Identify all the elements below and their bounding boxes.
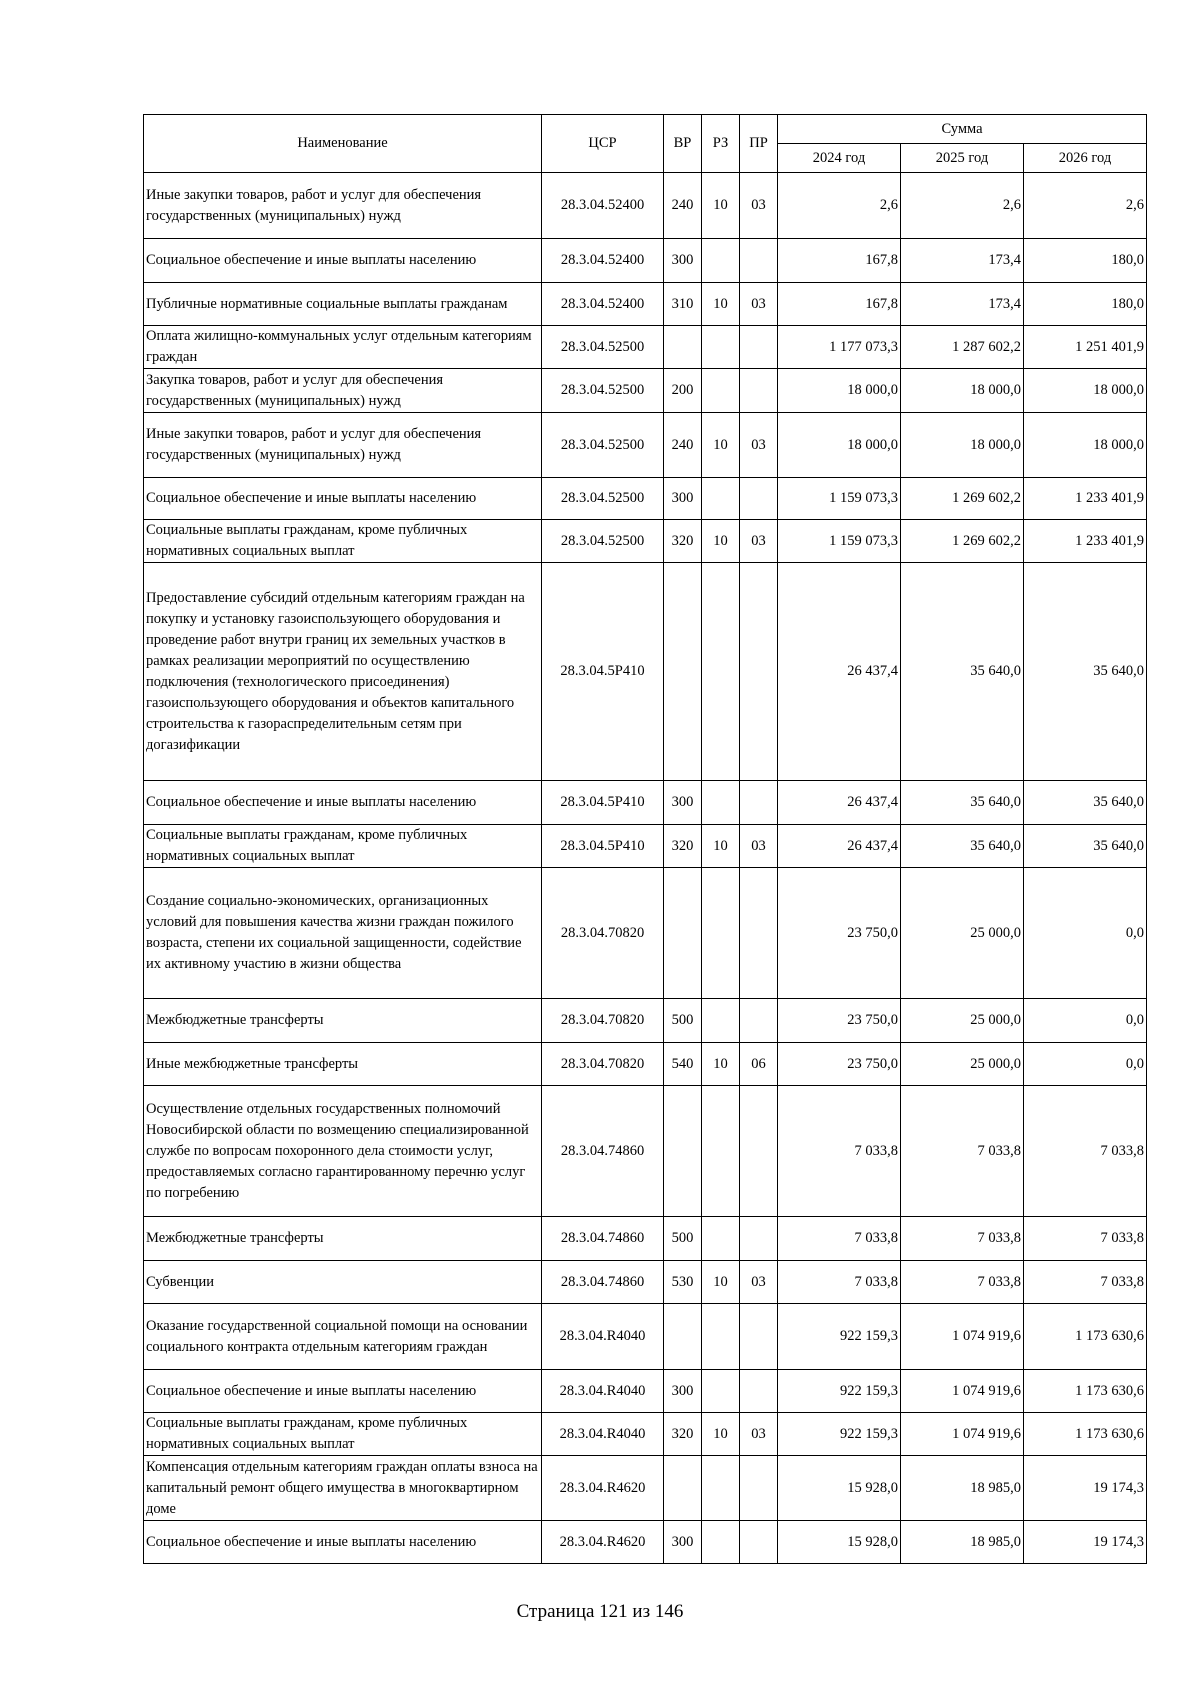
page-number: Страница 121 из 146 (516, 1601, 684, 1622)
row-csr: 28.3.04.52500 (542, 520, 664, 563)
row-name: Иные закупки товаров, работ и услуг для обеспечения государственных (муниципальных) нужд (144, 413, 542, 478)
row-rz (702, 478, 740, 520)
row-name: Социальное обеспечение и иные выплаты населению (144, 239, 542, 283)
row-vr: 300 (664, 239, 702, 283)
row-rz (702, 239, 740, 283)
row-name: Социальные выплаты гражданам, кроме публичных нормативных социальных выплат (144, 825, 542, 868)
row-sum-2026: 7 033,8 (1024, 1217, 1147, 1261)
header-pr: ПР (740, 115, 778, 173)
row-sum-2024: 922 159,3 (778, 1370, 901, 1413)
row-pr (740, 868, 778, 999)
table-row (144, 239, 1147, 283)
header-name: Наименование (144, 115, 542, 173)
table-row (144, 563, 1147, 781)
row-sum-2024: 15 928,0 (778, 1456, 901, 1521)
row-vr: 300 (664, 781, 702, 825)
table-row (144, 1370, 1147, 1413)
row-csr: 28.3.04.52500 (542, 326, 664, 369)
row-sum-2025: 1 269 602,2 (901, 520, 1024, 563)
row-name: Иные межбюджетные трансферты (144, 1043, 542, 1086)
row-sum-2026: 0,0 (1024, 868, 1147, 999)
row-vr: 240 (664, 413, 702, 478)
row-pr (740, 1456, 778, 1521)
row-sum-2026: 2,6 (1024, 173, 1147, 239)
table-row (144, 868, 1147, 999)
row-rz: 10 (702, 413, 740, 478)
row-pr (740, 999, 778, 1043)
row-pr (740, 239, 778, 283)
row-name: Иные закупки товаров, работ и услуг для обеспечения государственных (муниципальных) нужд (144, 173, 542, 239)
row-name: Социальное обеспечение и иные выплаты населению (144, 478, 542, 520)
table-row (144, 478, 1147, 520)
header-year-2026: 2026 год (1024, 144, 1147, 173)
row-name: Оказание государственной социальной помощи на основании социального контракта отдельным категориям граждан (144, 1304, 542, 1370)
row-pr: 03 (740, 1261, 778, 1304)
table-row (144, 1043, 1147, 1086)
row-vr (664, 868, 702, 999)
table-row (144, 1086, 1147, 1217)
row-rz (702, 326, 740, 369)
row-sum-2024: 23 750,0 (778, 868, 901, 999)
row-rz (702, 999, 740, 1043)
row-sum-2026: 1 251 401,9 (1024, 326, 1147, 369)
row-name: Социальные выплаты гражданам, кроме публичных нормативных социальных выплат (144, 1413, 542, 1456)
row-pr (740, 478, 778, 520)
row-pr: 03 (740, 1413, 778, 1456)
row-name: Субвенции (144, 1261, 542, 1304)
row-name: Создание социально-экономических, организационных условий для повышения качества жизни граждан пожилого возраста, степени их социальной защищенности, содействие их активному участию в жизни общества (144, 868, 542, 999)
row-pr (740, 781, 778, 825)
table-row (144, 283, 1147, 326)
row-rz (702, 1521, 740, 1564)
row-name: Социальное обеспечение и иные выплаты населению (144, 781, 542, 825)
row-sum-2024: 167,8 (778, 239, 901, 283)
row-sum-2024: 7 033,8 (778, 1217, 901, 1261)
row-csr: 28.3.04.74860 (542, 1261, 664, 1304)
row-sum-2024: 26 437,4 (778, 781, 901, 825)
row-rz (702, 1217, 740, 1261)
row-sum-2024: 18 000,0 (778, 369, 901, 413)
row-sum-2024: 1 177 073,3 (778, 326, 901, 369)
row-sum-2026: 7 033,8 (1024, 1086, 1147, 1217)
row-rz: 10 (702, 1261, 740, 1304)
row-vr: 300 (664, 1370, 702, 1413)
row-sum-2026: 19 174,3 (1024, 1521, 1147, 1564)
table-row (144, 1413, 1147, 1456)
row-sum-2026: 35 640,0 (1024, 825, 1147, 868)
table-row (144, 1456, 1147, 1521)
row-csr: 28.3.04.52400 (542, 283, 664, 326)
row-rz (702, 1370, 740, 1413)
row-csr: 28.3.04.74860 (542, 1086, 664, 1217)
row-sum-2025: 173,4 (901, 239, 1024, 283)
row-csr: 28.3.04.70820 (542, 999, 664, 1043)
row-sum-2026: 7 033,8 (1024, 1261, 1147, 1304)
row-vr: 310 (664, 283, 702, 326)
row-pr (740, 1521, 778, 1564)
row-csr: 28.3.04.70820 (542, 868, 664, 999)
table-header (144, 115, 1147, 173)
row-pr (740, 369, 778, 413)
row-vr (664, 1304, 702, 1370)
row-vr: 320 (664, 825, 702, 868)
row-sum-2026: 0,0 (1024, 999, 1147, 1043)
table-row (144, 999, 1147, 1043)
row-sum-2025: 25 000,0 (901, 999, 1024, 1043)
row-csr: 28.3.04.R4040 (542, 1304, 664, 1370)
header-rz: РЗ (702, 115, 740, 173)
row-rz: 10 (702, 283, 740, 326)
row-vr (664, 1086, 702, 1217)
table-row (144, 173, 1147, 239)
header-vr: ВР (664, 115, 702, 173)
row-vr: 200 (664, 369, 702, 413)
row-pr (740, 326, 778, 369)
row-sum-2026: 18 000,0 (1024, 413, 1147, 478)
row-sum-2025: 1 074 919,6 (901, 1370, 1024, 1413)
row-rz: 10 (702, 173, 740, 239)
row-vr: 500 (664, 999, 702, 1043)
row-pr (740, 1217, 778, 1261)
row-sum-2026: 1 173 630,6 (1024, 1413, 1147, 1456)
row-name: Социальные выплаты гражданам, кроме публичных нормативных социальных выплат (144, 520, 542, 563)
table-row (144, 1304, 1147, 1370)
row-pr (740, 563, 778, 781)
row-csr: 28.3.04.74860 (542, 1217, 664, 1261)
row-sum-2024: 23 750,0 (778, 999, 901, 1043)
row-sum-2025: 7 033,8 (901, 1217, 1024, 1261)
row-name: Межбюджетные трансферты (144, 999, 542, 1043)
row-sum-2025: 35 640,0 (901, 563, 1024, 781)
row-sum-2026: 1 173 630,6 (1024, 1304, 1147, 1370)
row-sum-2026: 19 174,3 (1024, 1456, 1147, 1521)
budget-table (143, 114, 1147, 1564)
table-row (144, 1217, 1147, 1261)
row-sum-2024: 922 159,3 (778, 1413, 901, 1456)
row-sum-2025: 7 033,8 (901, 1086, 1024, 1217)
table-body (144, 173, 1147, 1564)
row-csr: 28.3.04.52500 (542, 413, 664, 478)
table-row (144, 1521, 1147, 1564)
row-sum-2025: 18 000,0 (901, 369, 1024, 413)
row-sum-2025: 173,4 (901, 283, 1024, 326)
row-sum-2026: 1 233 401,9 (1024, 478, 1147, 520)
table-row (144, 326, 1147, 369)
row-name: Компенсация отдельным категориям граждан оплаты взноса на капитальный ремонт общего имущества в многоквартирном доме (144, 1456, 542, 1521)
row-pr: 03 (740, 825, 778, 868)
row-rz (702, 563, 740, 781)
row-sum-2024: 167,8 (778, 283, 901, 326)
row-csr: 28.3.04.70820 (542, 1043, 664, 1086)
row-rz: 10 (702, 825, 740, 868)
row-vr: 240 (664, 173, 702, 239)
header-year-2025: 2025 год (901, 144, 1024, 173)
row-sum-2024: 2,6 (778, 173, 901, 239)
row-sum-2024: 1 159 073,3 (778, 520, 901, 563)
row-csr: 28.3.04.52500 (542, 478, 664, 520)
row-sum-2024: 23 750,0 (778, 1043, 901, 1086)
row-sum-2026: 1 173 630,6 (1024, 1370, 1147, 1413)
row-vr: 320 (664, 520, 702, 563)
row-vr (664, 1456, 702, 1521)
row-pr: 06 (740, 1043, 778, 1086)
row-sum-2025: 7 033,8 (901, 1261, 1024, 1304)
row-sum-2025: 1 074 919,6 (901, 1304, 1024, 1370)
row-csr: 28.3.04.52400 (542, 239, 664, 283)
row-name: Закупка товаров, работ и услуг для обеспечения государственных (муниципальных) нужд (144, 369, 542, 413)
row-csr: 28.3.04.R4620 (542, 1456, 664, 1521)
row-pr: 03 (740, 173, 778, 239)
row-sum-2024: 26 437,4 (778, 825, 901, 868)
table-row (144, 781, 1147, 825)
row-sum-2026: 18 000,0 (1024, 369, 1147, 413)
row-rz (702, 868, 740, 999)
row-rz: 10 (702, 1413, 740, 1456)
row-rz: 10 (702, 520, 740, 563)
table-row (144, 1261, 1147, 1304)
row-sum-2025: 1 269 602,2 (901, 478, 1024, 520)
row-rz (702, 369, 740, 413)
row-sum-2025: 25 000,0 (901, 1043, 1024, 1086)
row-vr: 300 (664, 478, 702, 520)
header-sum: Сумма (778, 115, 1147, 144)
row-rz (702, 1456, 740, 1521)
header-year-2024: 2024 год (778, 144, 901, 173)
row-vr (664, 563, 702, 781)
table-row (144, 369, 1147, 413)
row-vr: 320 (664, 1413, 702, 1456)
row-rz: 10 (702, 1043, 740, 1086)
row-sum-2024: 1 159 073,3 (778, 478, 901, 520)
row-csr: 28.3.04.52500 (542, 369, 664, 413)
row-sum-2025: 18 985,0 (901, 1456, 1024, 1521)
row-name: Предоставление субсидий отдельным категориям граждан на покупку и установку газоиспользующего оборудования и проведение работ внутри границ их земельных участков в рамках реализации мероприятий по осуществлению подключения (технологического присоединения) газоиспользующего оборудования и объектов капитального строительства к газораспределительным сетям при догазификации (144, 563, 542, 781)
row-name: Межбюджетные трансферты (144, 1217, 542, 1261)
row-sum-2026: 0,0 (1024, 1043, 1147, 1086)
row-name: Социальное обеспечение и иные выплаты населению (144, 1370, 542, 1413)
row-csr: 28.3.04.52400 (542, 173, 664, 239)
table-row (144, 825, 1147, 868)
row-name: Осуществление отдельных государственных полномочий Новосибирской области по возмещению специализированной службе по вопросам похоронного дела стоимости услуг, предоставляемых согласно гарантированному перечню услуг по погребению (144, 1086, 542, 1217)
row-sum-2025: 1 287 602,2 (901, 326, 1024, 369)
table-row (144, 520, 1147, 563)
header-csr: ЦСР (542, 115, 664, 173)
row-sum-2025: 35 640,0 (901, 781, 1024, 825)
row-sum-2026: 1 233 401,9 (1024, 520, 1147, 563)
row-sum-2026: 180,0 (1024, 239, 1147, 283)
row-pr: 03 (740, 413, 778, 478)
row-rz (702, 781, 740, 825)
row-sum-2025: 18 000,0 (901, 413, 1024, 478)
row-csr: 28.3.04.5P410 (542, 563, 664, 781)
row-rz (702, 1304, 740, 1370)
row-pr: 03 (740, 520, 778, 563)
row-csr: 28.3.04.R4040 (542, 1413, 664, 1456)
row-csr: 28.3.04.5P410 (542, 825, 664, 868)
row-sum-2025: 2,6 (901, 173, 1024, 239)
row-rz (702, 1086, 740, 1217)
row-sum-2025: 18 985,0 (901, 1521, 1024, 1564)
row-sum-2024: 7 033,8 (778, 1086, 901, 1217)
row-sum-2024: 7 033,8 (778, 1261, 901, 1304)
row-sum-2026: 35 640,0 (1024, 563, 1147, 781)
row-sum-2024: 922 159,3 (778, 1304, 901, 1370)
row-vr: 530 (664, 1261, 702, 1304)
row-pr (740, 1370, 778, 1413)
row-sum-2025: 1 074 919,6 (901, 1413, 1024, 1456)
row-vr (664, 326, 702, 369)
row-vr: 300 (664, 1521, 702, 1564)
row-name: Оплата жилищно-коммунальных услуг отдельным категориям граждан (144, 326, 542, 369)
row-sum-2024: 18 000,0 (778, 413, 901, 478)
row-sum-2025: 25 000,0 (901, 868, 1024, 999)
row-csr: 28.3.04.5P410 (542, 781, 664, 825)
row-name: Социальное обеспечение и иные выплаты населению (144, 1521, 542, 1564)
row-pr (740, 1086, 778, 1217)
row-sum-2024: 26 437,4 (778, 563, 901, 781)
row-name: Публичные нормативные социальные выплаты гражданам (144, 283, 542, 326)
row-vr: 540 (664, 1043, 702, 1086)
row-pr (740, 1304, 778, 1370)
row-csr: 28.3.04.R4620 (542, 1521, 664, 1564)
row-sum-2026: 35 640,0 (1024, 781, 1147, 825)
table-row (144, 413, 1147, 478)
row-pr: 03 (740, 283, 778, 326)
row-sum-2024: 15 928,0 (778, 1521, 901, 1564)
row-sum-2026: 180,0 (1024, 283, 1147, 326)
row-vr: 500 (664, 1217, 702, 1261)
row-csr: 28.3.04.R4040 (542, 1370, 664, 1413)
row-sum-2025: 35 640,0 (901, 825, 1024, 868)
